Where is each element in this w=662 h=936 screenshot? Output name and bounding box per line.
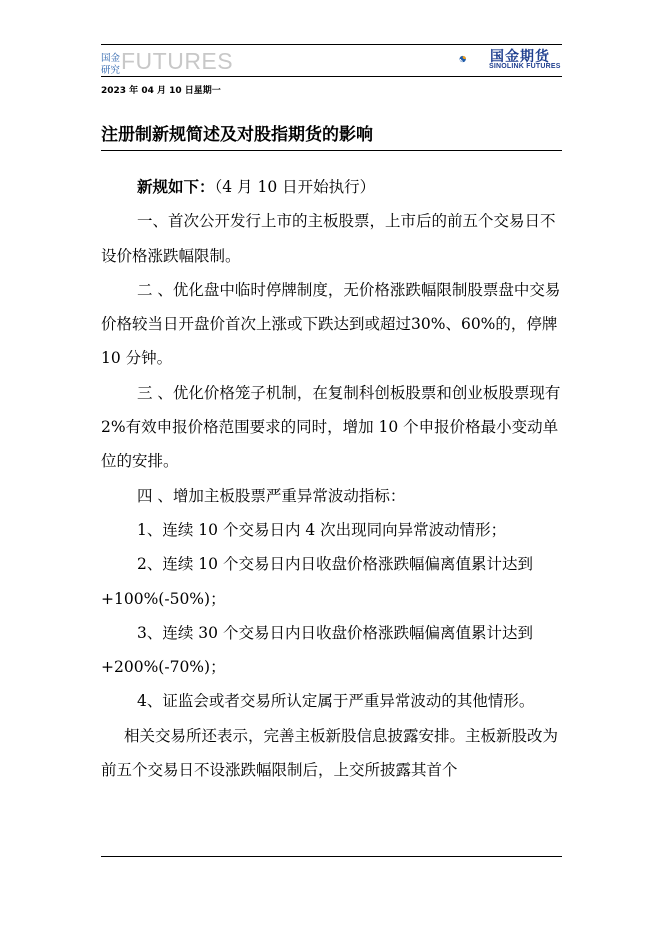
header-top-rule <box>101 44 562 45</box>
paragraph: 一、首次公开发行上市的主板股票，上市后的前五个交易日不设价格涨跌幅限制。 <box>101 212 556 265</box>
paragraph: 3、连续 30 个交易日内日收盘价格涨跌幅偏离值累计达到+200%(-70%)； <box>101 623 533 677</box>
header-bottom-rule <box>101 76 562 77</box>
logo-text-cn: 国金期货 <box>490 49 550 65</box>
footer-rule <box>101 856 562 857</box>
paragraph: 三 、优化价格笼子机制，在复制科创板股票和创业板股票现有 2%有效申报价格范围要求的同时，增加 10 个申报价格最小变动单位的安排。 <box>101 383 561 471</box>
brand-futures-text: FUTURES <box>121 48 234 74</box>
closing-paragraph: 相关交易所还表示，完善主板新股信息披露安排。主板新股改为前五个交易日不设涨跌幅限制后，上交所披露其首个 <box>101 726 559 780</box>
paragraph: 二 、优化盘中临时停牌制度，无价格涨跌幅限制股票盘中交易价格较当日开盘价首次上涨或下跌达到或超过30%、60%的，停牌 10 分钟。 <box>101 280 561 368</box>
title-rule <box>101 150 562 151</box>
intro-label: 新规如下： <box>137 178 215 196</box>
brand-small-label <box>101 53 120 77</box>
paragraph: 4、证监会或者交易所认定属于严重异常波动的其他情形。 <box>137 692 535 711</box>
report-date: 2023 年 04 月 10 日星期一 <box>101 86 221 96</box>
brand-small-line-1: 国金 <box>101 53 121 64</box>
intro-note: （4 月 10 日开始执行） <box>214 178 376 196</box>
paragraph: 1、连续 10 个交易日内 4 次出现同向异常波动情形； <box>137 520 507 539</box>
sinolink-logo-icon <box>459 46 489 72</box>
brand-small-line-2: 研究 <box>101 65 121 76</box>
paragraph: 四 、增加主板股票严重异常波动指标： <box>137 486 406 505</box>
logo-text-en: SINOLINK FUTURES <box>489 63 561 70</box>
body-text <box>101 170 562 787</box>
intro-paragraph <box>101 170 562 204</box>
page-title: 注册制新规简述及对股指期货的影响 <box>101 125 373 145</box>
paragraph: 2、连续 10 个交易日内日收盘价格涨跌幅偏离值累计达到+100%(-50%)； <box>101 555 533 608</box>
